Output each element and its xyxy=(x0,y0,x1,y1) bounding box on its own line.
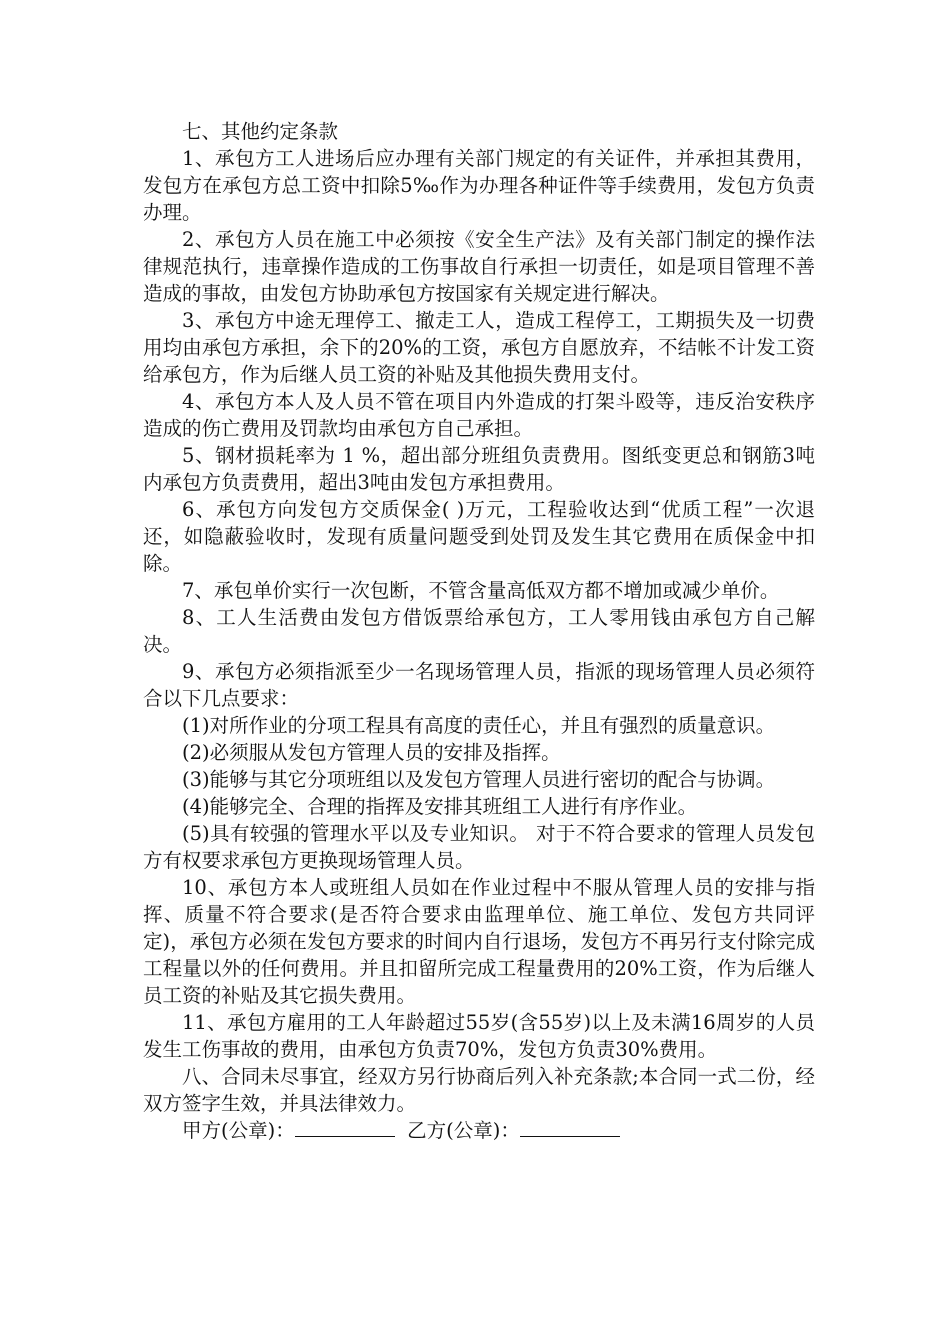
signature-line xyxy=(143,1117,815,1144)
clause-1: 1、承包方工人进场后应办理有关部门规定的有关证件，并承担其费用，发包方在承包方总工资中扣除5‰作为办理各种证件等手续费用，发包方负责办理。 xyxy=(143,147,815,224)
clause-9-item-4: (4)能够完全、合理的指挥及安排其班组工人进行有序作业。 xyxy=(182,795,698,818)
clause-9-item-1: (1)对所作业的分项工程具有高度的责任心，并且有强烈的质量意识。 xyxy=(182,714,776,737)
party-a-label: 甲方(公章)： xyxy=(182,1119,295,1142)
section-8: 八、合同未尽事宜，经双方另行协商后列入补充条款;本合同一式二份，经双方签字生效，并具法律效力。 xyxy=(143,1065,815,1115)
clause-3: 3、承包方中途无理停工、撤走工人，造成工程停工，工期损失及一切费用均由承包方承担，余下的20%的工资，承包方自愿放弃，不结帐不计发工资给承包方，作为后继人员工资的补贴及其他损失费用支付。 xyxy=(143,309,815,386)
clause-9-item-5: (5)具有较强的管理水平以及专业知识。 对于不符合要求的管理人员发包方有权要求承包方更换现场管理人员。 xyxy=(143,822,815,872)
clause-4: 4、承包方本人及人员不管在项目内外造成的打架斗殴等，违反治安秩序造成的伤亡费用及罚款均由承包方自己承担。 xyxy=(143,390,815,440)
clause-8: 8、工人生活费由发包方借饭票给承包方，工人零用钱由承包方自己解决。 xyxy=(143,606,815,656)
section-heading: 七、其他约定条款 xyxy=(182,120,339,143)
clause-7: 7、承包单价实行一次包断，不管含量高低双方都不增加或减少单价。 xyxy=(182,579,780,602)
clause-5: 5、钢材损耗率为 1 %，超出部分班组负责费用。图纸变更总和钢筋3吨内承包方负责费用，超出3吨由发包方承担费用。 xyxy=(143,444,815,494)
clause-10: 10、承包方本人或班组人员如在作业过程中不服从管理人员的安排与指挥、质量不符合要求(是否符合要求由监理单位、施工单位、发包方共同评定)，承包方必须在发包方要求的时间内自行退场，发包方不再另行支付除完成工程量以外的任何费用。并且扣留所完成工程量费用的20%工资，作为后继人员工资的补贴及其它损失费用。 xyxy=(143,876,815,1007)
clause-9-item-3: (3)能够与其它分项班组以及发包方管理人员进行密切的配合与协调。 xyxy=(182,768,776,791)
clause-9: 9、承包方必须指派至少一名现场管理人员，指派的现场管理人员必须符合以下几点要求： xyxy=(143,660,815,710)
clause-2: 2、承包方人员在施工中必须按《安全生产法》及有关部门制定的操作法律规范执行，违章操作造成的工伤事故自行承担一切责任，如是项目管理不善造成的事故，由发包方协助承包方按国家有关规定进行解决。 xyxy=(143,228,815,305)
party-a-blank[interactable] xyxy=(295,1118,395,1137)
clause-6: 6、承包方向发包方交质保金( )万元，工程验收达到“优质工程”一次退还，如隐蔽验收时，发现有质量问题受到处罚及发生其它费用在质保金中扣除。 xyxy=(143,498,815,575)
party-b-label: 乙方(公章)： xyxy=(407,1119,520,1142)
contract-page xyxy=(143,118,815,1144)
clause-9-item-2: (2)必须服从发包方管理人员的安排及指挥。 xyxy=(182,741,561,764)
clause-11: 11、承包方雇用的工人年龄超过55岁(含55岁)以上及未满16周岁的人员发生工伤事故的费用，由承包方负责70%，发包方负责30%费用。 xyxy=(143,1011,815,1061)
party-b-blank[interactable] xyxy=(520,1118,620,1137)
